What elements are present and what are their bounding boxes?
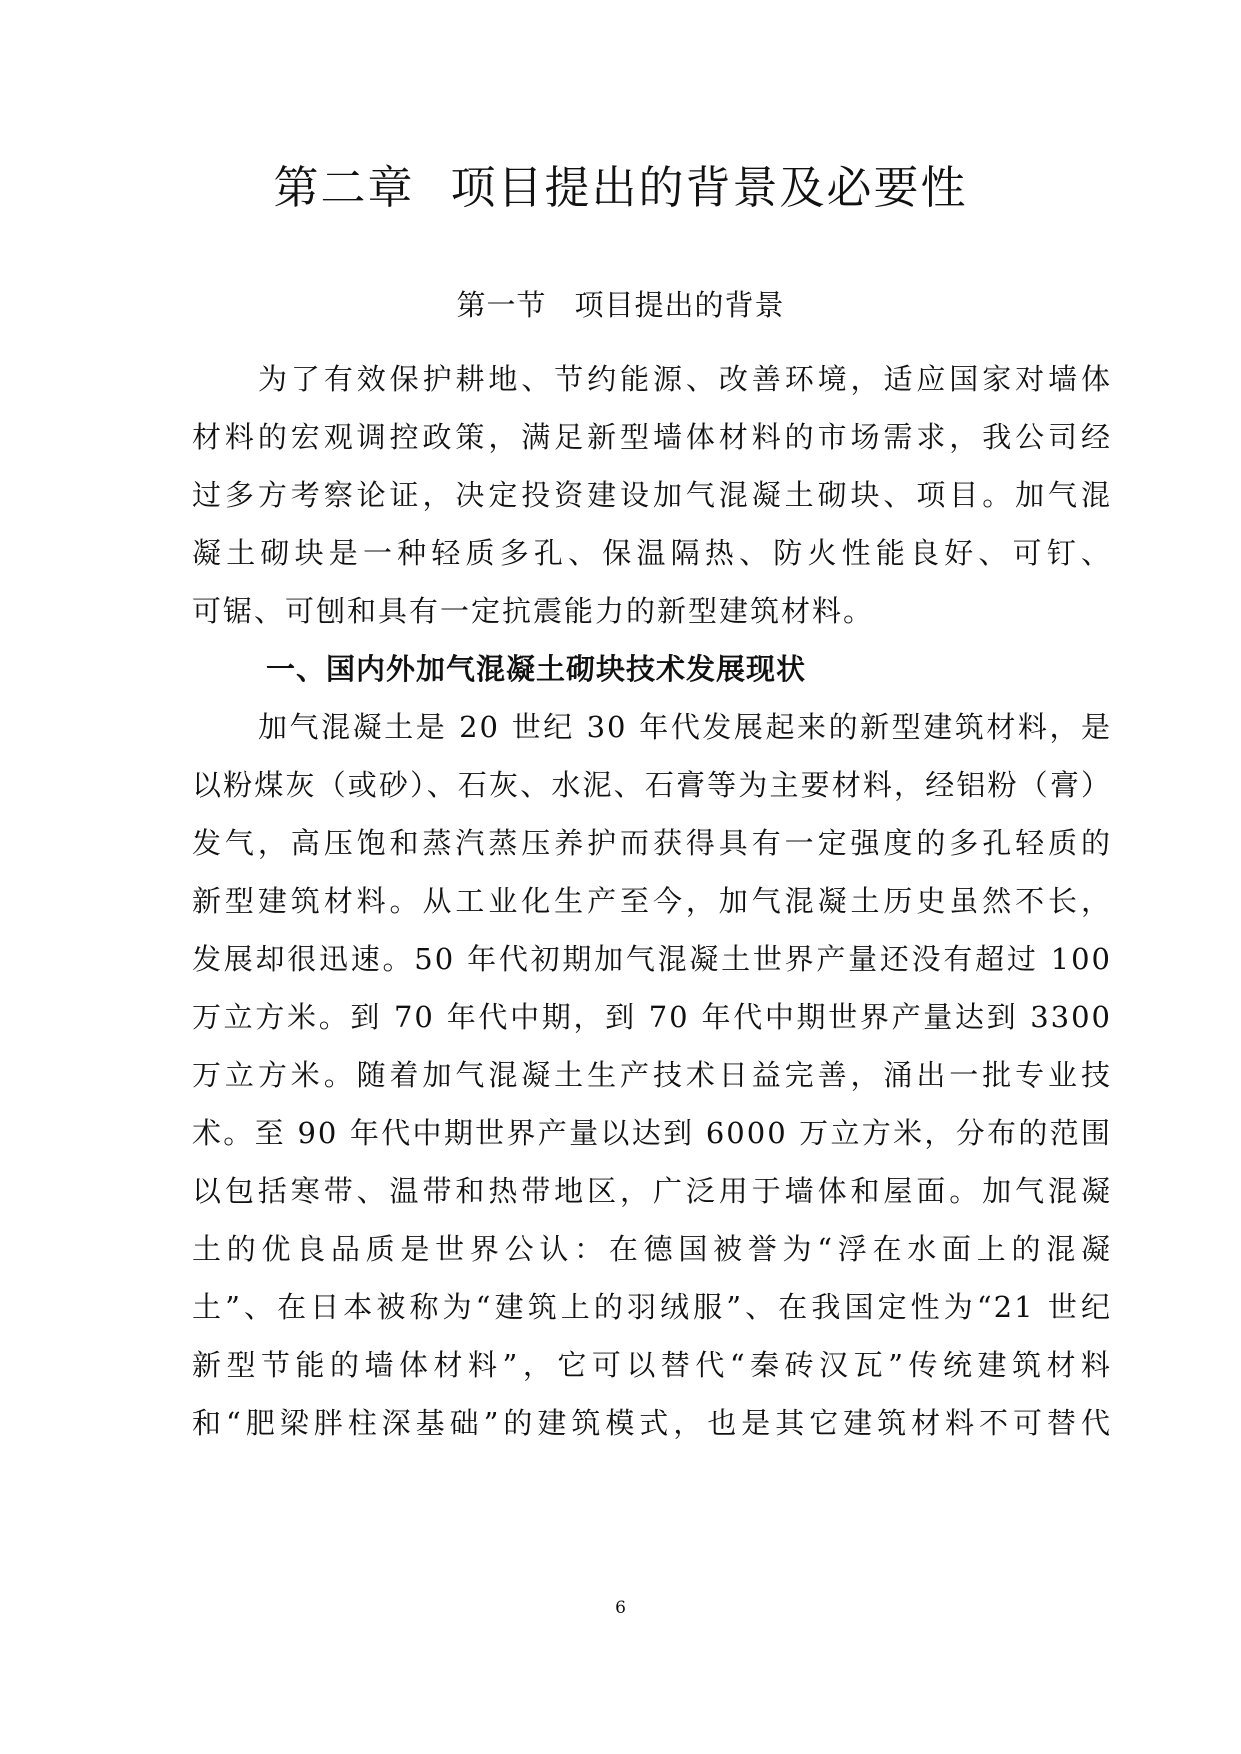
chapter-number: 第二章	[273, 161, 415, 214]
paragraph-line: 万立方米。随着加气混凝土生产技术日益完善，涌出一批专业技	[192, 1058, 1112, 1092]
page-number: 6	[615, 1598, 626, 1618]
paragraph-line: 新型节能的墙体材料”，它可以替代“秦砖汉瓦”传统建筑材料	[192, 1348, 1112, 1382]
paragraph-line: 万立方米。到 70 年代中期，到 70 年代中期世界产量达到 3300	[192, 1000, 1112, 1034]
body-text	[192, 350, 1112, 1452]
chapter-title	[0, 158, 1241, 218]
paragraph-line: 加气混凝土是 20 世纪 30 年代发展起来的新型建筑材料，是	[258, 710, 1112, 744]
paragraph-line: 凝土砌块是一种轻质多孔、保温隔热、防火性能良好、可钉、	[192, 536, 1112, 570]
paragraph-line: 以粉煤灰（或砂）、石灰、水泥、石膏等为主要材料，经铝粉（膏）	[192, 768, 1112, 802]
paragraph-line: 材料的宏观调控政策，满足新型墙体材料的市场需求，我公司经	[192, 420, 1112, 454]
paragraph-line: 以包括寒带、温带和热带地区，广泛用于墙体和屋面。加气混凝	[192, 1174, 1112, 1208]
paragraph-line: 过多方考察论证，决定投资建设加气混凝土砌块、项目。加气混	[192, 478, 1112, 512]
paragraph-line: 发气，高压饱和蒸汽蒸压养护而获得具有一定强度的多孔轻质的	[192, 826, 1112, 860]
paragraph-line: 土”、在日本被称为“建筑上的羽绒服”、在我国定性为“21 世纪	[192, 1290, 1112, 1324]
section-title-text: 项目提出的背景	[574, 288, 785, 322]
subsection-heading: 一、国内外加气混凝土砌块技术发展现状	[266, 652, 807, 686]
paragraph-line: 发展却很迅速。50 年代初期加气混凝土世界产量还没有超过 100	[192, 942, 1112, 976]
paragraph-line: 可锯、可刨和具有一定抗震能力的新型建筑材料。	[192, 594, 875, 628]
chapter-title-text: 项目提出的背景及必要性	[450, 161, 968, 214]
section-number: 第一节	[456, 288, 547, 322]
paragraph-line: 和“肥梁胖柱深基础”的建筑模式，也是其它建筑材料不可替代	[192, 1406, 1112, 1440]
paragraph-line: 为了有效保护耕地、节约能源、改善环境，适应国家对墙体	[258, 362, 1112, 396]
paragraph-line: 土的优良品质是世界公认：在德国被誉为“浮在水面上的混凝	[192, 1232, 1112, 1266]
section-title	[0, 285, 1241, 325]
paragraph-line: 新型建筑材料。从工业化生产至今，加气混凝土历史虽然不长，	[192, 884, 1112, 918]
paragraph-line: 术。至 90 年代中期世界产量以达到 6000 万立方米，分布的范围	[192, 1116, 1112, 1150]
